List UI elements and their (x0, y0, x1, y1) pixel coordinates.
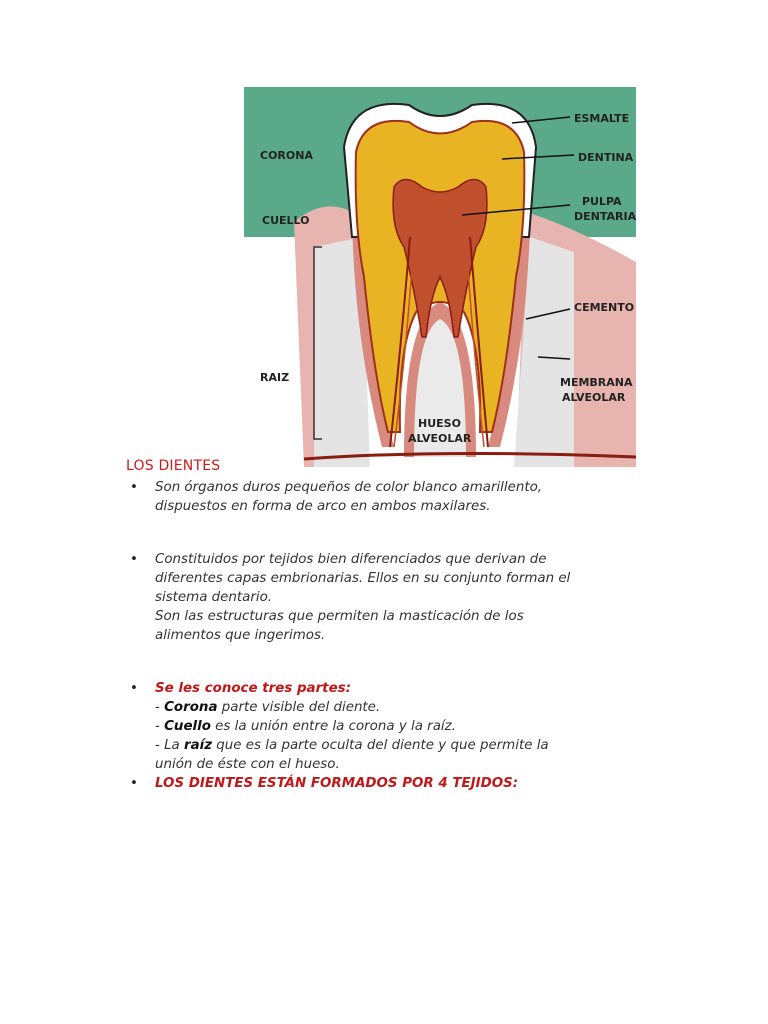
label-esmalte: ESMALTE (574, 112, 630, 125)
section-title: LOS DIENTES (126, 458, 221, 474)
bullet-icon: • (130, 480, 138, 495)
parts-heading: Se les conoce tres partes: (155, 681, 351, 696)
bullet-icon: • (130, 681, 138, 696)
part-corona: - Corona parte visible del diente. (155, 700, 381, 715)
bullet-text: Son órganos duros pequeños de color blanco amarillento, (155, 480, 543, 495)
label-pulpa-1: PULPA (582, 195, 622, 208)
bullet-text: dispuestos en forma de arco en ambos maxilares. (155, 499, 491, 514)
bullet-text: sistema dentario. (155, 590, 273, 605)
bullet-text: alimentos que ingerimos. (155, 628, 326, 643)
part-raiz-continued: unión de éste con el hueso. (155, 757, 340, 772)
label-membrana-2: ALVEOLAR (562, 391, 626, 404)
label-hueso-2: ALVEOLAR (408, 432, 472, 445)
term-raiz: raíz (184, 738, 213, 753)
bullet-text: Constituidos por tejidos bien diferenciados que derivan de (155, 552, 547, 567)
bullet-icon: • (130, 552, 138, 567)
label-raiz: RAIZ (260, 371, 290, 384)
part-raiz: - La raíz que es la parte oculta del diente y que permite la (155, 738, 549, 753)
label-dentina: DENTINA (578, 151, 634, 164)
tooth-diagram (244, 87, 636, 470)
bullet-icon: • (130, 776, 138, 791)
bullet-text: Son las estructuras que permiten la masticación de los (155, 609, 524, 624)
label-membrana-1: MEMBRANA (560, 376, 633, 389)
label-hueso-1: HUESO (418, 417, 461, 430)
tissues-heading: LOS DIENTES ESTÁN FORMADOS POR 4 TEJIDOS: (155, 776, 519, 791)
term-corona: Corona (164, 700, 218, 715)
bullet-list (0, 478, 768, 793)
label-cemento: CEMENTO (574, 301, 635, 314)
part-cuello: - Cuello es la unión entre la corona y la raíz. (155, 719, 456, 734)
term-cuello: Cuello (164, 719, 211, 734)
list-item (0, 679, 625, 774)
tooth-diagram-svg (244, 87, 636, 470)
label-pulpa-2: DENTARIA (574, 210, 636, 223)
list-item (0, 478, 625, 516)
list-item (0, 774, 625, 793)
label-corona: CORONA (260, 149, 313, 162)
label-cuello: CUELLO (262, 214, 310, 227)
bullet-text: diferentes capas embrionarias. Ellos en su conjunto forman el (155, 571, 571, 586)
list-item (0, 550, 625, 645)
